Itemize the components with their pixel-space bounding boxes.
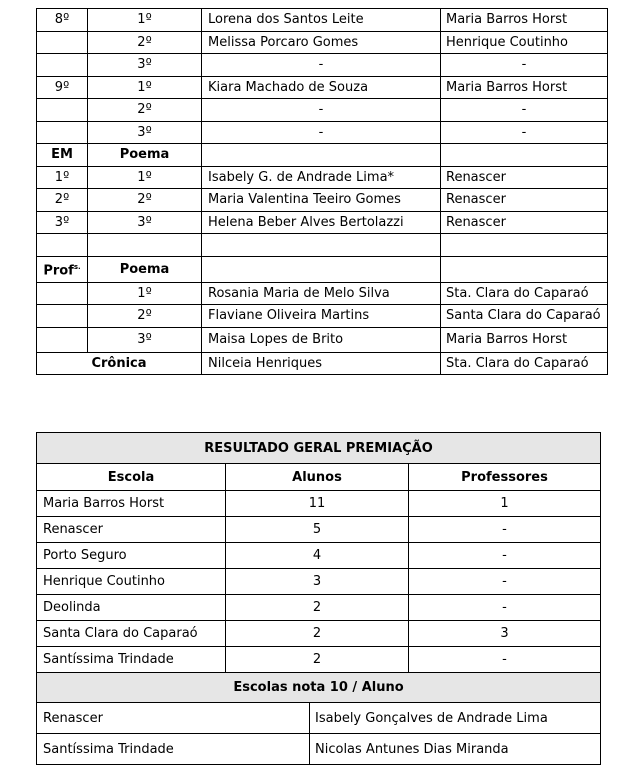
empty-cell [88, 234, 202, 257]
nota-title: Escolas nota 10 / Aluno [37, 673, 601, 703]
school-cell: Santa Clara do Caparaó [37, 621, 226, 647]
school-cell: Santa Clara do Caparaó [441, 305, 608, 328]
place-cell: 2º [88, 189, 202, 212]
alunos-cell: 5 [226, 517, 409, 543]
professores-cell: - [409, 595, 601, 621]
section-header-em [37, 144, 608, 167]
grade-cell [37, 99, 88, 122]
school-cell: - [441, 99, 608, 122]
empty-cell [441, 144, 608, 167]
blank-row [37, 234, 608, 257]
empty-cell [441, 234, 608, 257]
table-row [37, 491, 601, 517]
grade-cell: 9º [37, 76, 88, 99]
column-header-escola: Escola [37, 464, 226, 491]
empty-cell [37, 327, 88, 352]
result-table [36, 432, 601, 765]
school-cell: - [441, 54, 608, 77]
empty-cell [202, 234, 441, 257]
result-title-row [37, 433, 601, 464]
column-header-alunos: Alunos [226, 464, 409, 491]
school-cell: Renascer [441, 189, 608, 212]
place-cell: 3º [88, 211, 202, 234]
place-cell: 1º [88, 166, 202, 189]
table-row [37, 211, 608, 234]
name-cell: - [202, 121, 441, 144]
empty-cell [37, 282, 88, 305]
grade-cell: 3º [37, 211, 88, 234]
professores-cell: - [409, 543, 601, 569]
section-label-sup: s. [73, 263, 81, 271]
table-row [37, 734, 601, 765]
name-cell: Nilceia Henriques [202, 352, 441, 375]
school-cell: Santíssima Trindade [37, 647, 226, 673]
alunos-cell: 11 [226, 491, 409, 517]
school-cell: - [441, 121, 608, 144]
place-cell: 3º [88, 54, 202, 77]
school-cell: Sta. Clara do Caparaó [441, 282, 608, 305]
name-cell: Melissa Porcaro Gomes [202, 31, 441, 54]
empty-cell [202, 144, 441, 167]
school-cell: Maria Barros Horst [441, 327, 608, 352]
table-row [37, 99, 608, 122]
professores-cell: 1 [409, 491, 601, 517]
place-cell: 2º [88, 305, 202, 328]
school-cell: Renascer [441, 211, 608, 234]
place-cell: 2º [88, 31, 202, 54]
name-cell: Maria Valentina Teeiro Gomes [202, 189, 441, 212]
school-cell: Santíssima Trindade [37, 734, 310, 765]
name-cell: Lorena dos Santos Leite [202, 9, 441, 32]
column-header-professores: Professores [409, 464, 601, 491]
table-row [37, 569, 601, 595]
school-cell: Porto Seguro [37, 543, 226, 569]
category-label: Poema [88, 257, 202, 283]
grade-cell [37, 31, 88, 54]
grade-cell: 2º [37, 189, 88, 212]
table-row [37, 189, 608, 212]
table-row [37, 703, 601, 734]
grade-cell [37, 54, 88, 77]
professores-cell: - [409, 569, 601, 595]
professores-cell: 3 [409, 621, 601, 647]
section-label-text: Prof [43, 263, 74, 279]
place-cell: 1º [88, 282, 202, 305]
alunos-cell: 2 [226, 647, 409, 673]
empty-cell [37, 234, 88, 257]
alunos-cell: 4 [226, 543, 409, 569]
table-row [37, 54, 608, 77]
table-row [37, 595, 601, 621]
name-cell: Isabely G. de Andrade Lima* [202, 166, 441, 189]
school-cell: Maria Barros Horst [37, 491, 226, 517]
place-cell: 1º [88, 9, 202, 32]
place-cell: 1º [88, 76, 202, 99]
alunos-cell: 3 [226, 569, 409, 595]
table-row [37, 76, 608, 99]
school-cell: Renascer [441, 166, 608, 189]
result-title: RESULTADO GERAL PREMIAÇÃO [37, 433, 601, 464]
section-header-prof [37, 257, 608, 283]
table-row [37, 166, 608, 189]
awards-table [36, 8, 608, 375]
student-cell: Isabely Gonçalves de Andrade Lima [310, 703, 601, 734]
table-row [37, 282, 608, 305]
table-row [37, 621, 601, 647]
alunos-cell: 2 [226, 595, 409, 621]
place-cell: 3º [88, 121, 202, 144]
grade-cell: 1º [37, 166, 88, 189]
school-cell: Deolinda [37, 595, 226, 621]
alunos-cell: 2 [226, 621, 409, 647]
school-cell: Renascer [37, 703, 310, 734]
school-cell: Sta. Clara do Caparaó [441, 352, 608, 375]
student-cell: Nicolas Antunes Dias Miranda [310, 734, 601, 765]
name-cell: - [202, 54, 441, 77]
name-cell: Rosania Maria de Melo Silva [202, 282, 441, 305]
school-cell: Renascer [37, 517, 226, 543]
category-label: Poema [88, 144, 202, 167]
cronica-label: Crônica [37, 352, 202, 375]
name-cell: Flaviane Oliveira Martins [202, 305, 441, 328]
section-label [37, 257, 88, 283]
empty-cell [37, 305, 88, 328]
cronica-row [37, 352, 608, 375]
nota-title-row [37, 673, 601, 703]
name-cell: - [202, 99, 441, 122]
place-cell: 3º [88, 327, 202, 352]
name-cell: Helena Beber Alves Bertolazzi [202, 211, 441, 234]
professores-cell: - [409, 517, 601, 543]
table-row [37, 327, 608, 352]
table-row [37, 9, 608, 32]
empty-cell [202, 257, 441, 283]
empty-cell [441, 257, 608, 283]
place-cell: 2º [88, 99, 202, 122]
school-cell: Maria Barros Horst [441, 76, 608, 99]
table-row [37, 647, 601, 673]
grade-cell [37, 121, 88, 144]
section-label: EM [37, 144, 88, 167]
table-row [37, 121, 608, 144]
school-cell: Maria Barros Horst [441, 9, 608, 32]
result-header-row [37, 464, 601, 491]
table-row [37, 31, 608, 54]
name-cell: Kiara Machado de Souza [202, 76, 441, 99]
table-row [37, 517, 601, 543]
table-row [37, 543, 601, 569]
school-cell: Henrique Coutinho [441, 31, 608, 54]
name-cell: Maisa Lopes de Brito [202, 327, 441, 352]
table-row [37, 305, 608, 328]
professores-cell: - [409, 647, 601, 673]
school-cell: Henrique Coutinho [37, 569, 226, 595]
grade-cell: 8º [37, 9, 88, 32]
